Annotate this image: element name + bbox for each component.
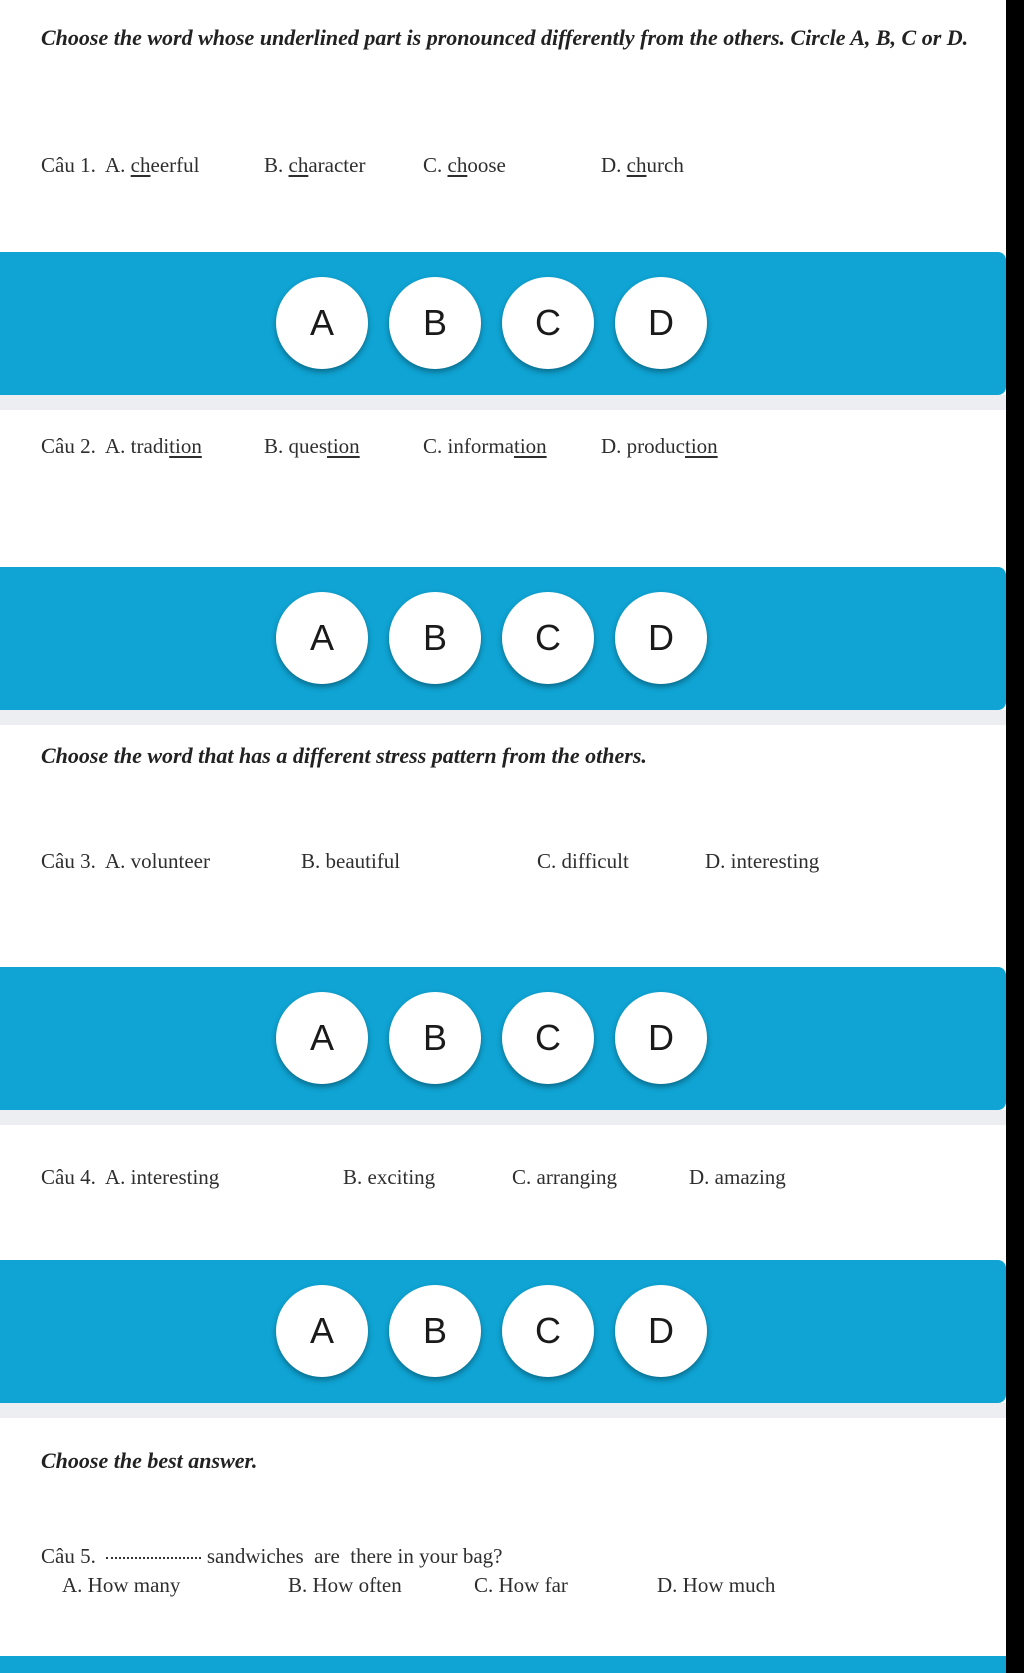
question-4 bbox=[41, 1165, 786, 1190]
option-c: C. arranging bbox=[512, 1165, 617, 1189]
answer-blank bbox=[106, 1557, 201, 1559]
answer-a-button[interactable]: A bbox=[276, 592, 368, 684]
option-d: D. amazing bbox=[689, 1165, 786, 1189]
question-label: Câu 5. bbox=[41, 1544, 96, 1568]
option-d: D. How much bbox=[657, 1573, 776, 1597]
divider bbox=[0, 395, 1006, 410]
answer-c-button[interactable]: C bbox=[502, 1285, 594, 1377]
answer-a-button[interactable]: A bbox=[276, 1285, 368, 1377]
question-label: Câu 1. bbox=[41, 153, 96, 177]
answer-b-button[interactable]: B bbox=[389, 992, 481, 1084]
answer-c-button[interactable]: C bbox=[502, 277, 594, 369]
question-label: Câu 4. bbox=[41, 1165, 96, 1189]
divider bbox=[0, 710, 1006, 725]
question-card-2 bbox=[0, 410, 1006, 567]
question-label: Câu 3. bbox=[41, 849, 96, 873]
answer-c-button[interactable]: C bbox=[502, 592, 594, 684]
option-a: A. cheerful bbox=[105, 153, 200, 177]
answer-d-button[interactable]: D bbox=[615, 277, 707, 369]
option-a: A. How many bbox=[62, 1573, 181, 1597]
answer-b-button[interactable]: B bbox=[389, 277, 481, 369]
option-b: B. question bbox=[264, 434, 360, 458]
answer-d-button[interactable]: D bbox=[615, 592, 707, 684]
option-a: A. interesting bbox=[105, 1165, 220, 1189]
option-c: C. difficult bbox=[537, 849, 629, 873]
section-instruction-stress: Choose the word that has a different stress pattern from the others. bbox=[41, 743, 647, 768]
answer-d-button[interactable]: D bbox=[615, 992, 707, 1084]
screen-edge bbox=[1006, 0, 1024, 1673]
option-d: D. interesting bbox=[705, 849, 820, 873]
answer-d-button[interactable]: D bbox=[615, 1285, 707, 1377]
option-b: B. character bbox=[264, 153, 366, 177]
option-d: D. production bbox=[601, 434, 718, 458]
question-card-1 bbox=[0, 0, 1006, 252]
answer-bar-4 bbox=[0, 1260, 1006, 1403]
option-a: A. tradition bbox=[105, 434, 202, 458]
option-b: B. beautiful bbox=[301, 849, 401, 873]
answer-b-button[interactable]: B bbox=[389, 592, 481, 684]
answer-a-button[interactable]: A bbox=[276, 992, 368, 1084]
question-stem: sandwiches are there in your bag? bbox=[206, 1544, 503, 1568]
option-b: B. exciting bbox=[343, 1165, 436, 1189]
answer-bar-3 bbox=[0, 967, 1006, 1110]
section-instruction-pronunciation: Choose the word whose underlined part is pronounced differently from the others. Circle A, B, C or D. bbox=[41, 25, 969, 50]
question-5 bbox=[41, 1544, 502, 1569]
option-c: C. How far bbox=[474, 1573, 568, 1597]
question-3 bbox=[41, 849, 820, 874]
option-c: C. choose bbox=[423, 153, 506, 177]
option-c: C. information bbox=[423, 434, 547, 458]
answer-bar-1 bbox=[0, 252, 1006, 395]
option-a: A. volunteer bbox=[105, 849, 210, 873]
question-2 bbox=[41, 434, 718, 459]
answer-bar-5-partial bbox=[0, 1656, 1006, 1673]
question-card-3 bbox=[0, 725, 1006, 967]
section-instruction-best-answer: Choose the best answer. bbox=[41, 1448, 258, 1473]
option-b: B. How often bbox=[288, 1573, 402, 1597]
answer-b-button[interactable]: B bbox=[389, 1285, 481, 1377]
answer-c-button[interactable]: C bbox=[502, 992, 594, 1084]
divider bbox=[0, 1403, 1006, 1418]
question-1 bbox=[41, 153, 684, 178]
question-label: Câu 2. bbox=[41, 434, 96, 458]
answer-a-button[interactable]: A bbox=[276, 277, 368, 369]
question-card-4 bbox=[0, 1125, 1006, 1260]
question-card-5 bbox=[0, 1418, 1006, 1656]
divider bbox=[0, 1110, 1006, 1125]
option-d: D. church bbox=[601, 153, 684, 177]
answer-bar-2 bbox=[0, 567, 1006, 710]
